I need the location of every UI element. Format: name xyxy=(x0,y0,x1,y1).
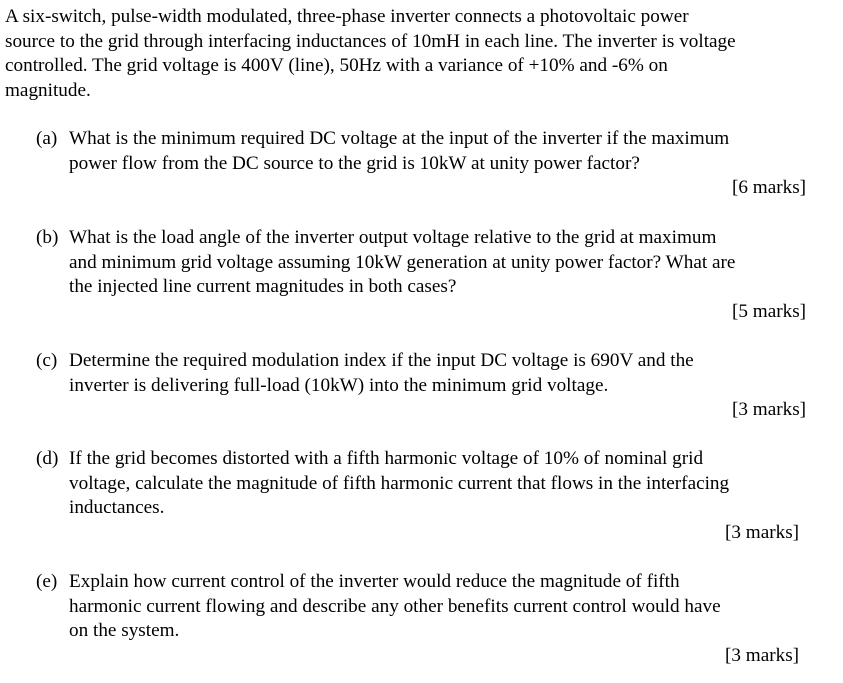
intro-paragraph xyxy=(5,5,835,103)
question-c xyxy=(36,349,826,398)
question-e xyxy=(36,570,826,644)
question-text-line: harmonic current flowing and describe any other benefits current control would have xyxy=(69,595,721,617)
marks-label: [3 marks] xyxy=(725,645,800,666)
question-text-line: What is the load angle of the inverter output voltage relative to the grid at maximum xyxy=(69,227,717,248)
question-label: (a) xyxy=(36,128,58,149)
question-label: (b) xyxy=(36,227,59,248)
intro-line: magnitude. xyxy=(5,79,91,101)
question-d xyxy=(36,447,826,521)
question-text-line: the injected line current magnitudes in both cases? xyxy=(69,276,457,298)
intro-line: A six-switch, pulse-width modulated, three-phase inverter connects a photovoltaic power xyxy=(5,6,689,27)
question-label: (c) xyxy=(36,350,58,371)
question-label: (e) xyxy=(36,571,58,592)
question-text-line: power flow from the DC source to the grid is 10kW at unity power factor? xyxy=(69,152,640,174)
question-text-line: voltage, calculate the magnitude of fifth harmonic current that flows in the interfacing xyxy=(69,472,730,494)
question-text-line: Explain how current control of the inverter would reduce the magnitude of fifth xyxy=(69,571,680,592)
marks-label: [3 marks] xyxy=(725,522,800,543)
question-a xyxy=(36,127,826,176)
question-text-line: If the grid becomes distorted with a fifth harmonic voltage of 10% of nominal grid xyxy=(69,448,704,469)
intro-line: controlled. The grid voltage is 400V (line), 50Hz with a variance of +10% and -6% on xyxy=(5,55,668,77)
marks-label: [3 marks] xyxy=(732,399,807,420)
question-text-line: on the system. xyxy=(69,620,180,642)
intro-line: source to the grid through interfacing inductances of 10mH in each line. The inverter is voltage xyxy=(5,30,736,52)
marks-label: [6 marks] xyxy=(732,177,807,198)
question-text-line: What is the minimum required DC voltage at the input of the inverter if the maximum xyxy=(69,128,730,149)
question-text-line: inverter is delivering full-load (10kW) into the minimum grid voltage. xyxy=(69,374,609,396)
marks-label: [5 marks] xyxy=(732,301,807,322)
question-text-line: Determine the required modulation index if the input DC voltage is 690V and the xyxy=(69,350,694,371)
question-label: (d) xyxy=(36,448,59,469)
question-b xyxy=(36,226,826,300)
question-text-line: and minimum grid voltage assuming 10kW generation at unity power factor? What are xyxy=(69,251,736,273)
question-text-line: inductances. xyxy=(69,497,165,519)
